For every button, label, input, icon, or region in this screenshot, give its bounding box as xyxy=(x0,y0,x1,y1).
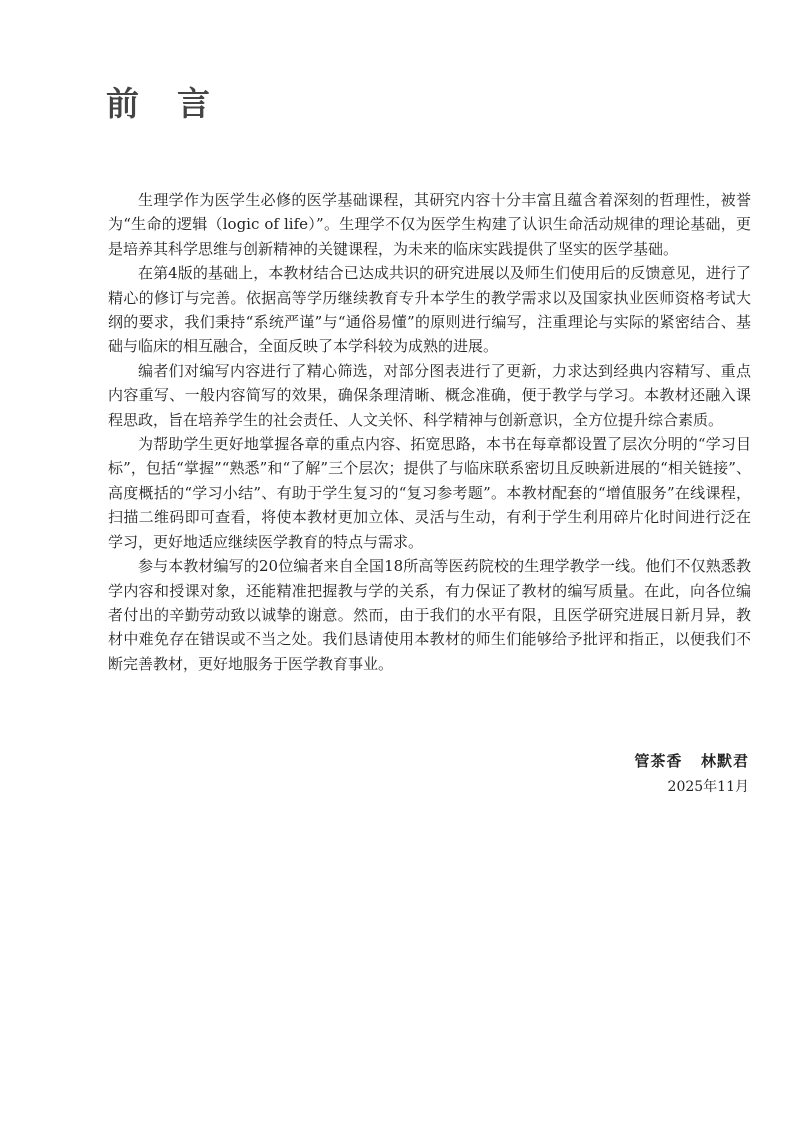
paragraph-1: 生理学作为医学生必修的医学基础课程，其研究内容十分丰富且蕴含着深刻的哲理性，被誉为“生命的逻辑（logic of life）”。生理学不仅为医学生构建了认识生命活动规律的理论基础，更是培养其科学思维与创新精神的关键课程，为未来的临床实践提供了坚实的医学基础。 xyxy=(108,191,751,258)
paragraph-4: 为帮助学生更好地掌握各章的重点内容、拓宽思路，本书在每章都设置了层次分明的“学习目标”，包括“掌握”“熟悉”和“了解”三个层次；提供了与临床联系密切且反映新进展的“相关链接”、高度概括的“学习小结”、有助于学生复习的“复习参考题”。本教材配套的“增值服务”在线课程，扫描二维码即可查看，将使本教材更加立体、灵活与生动，有利于学生利用碎片化时间进行泛在学习，更好地适应继续医学教育的特点与需求。 xyxy=(108,435,751,551)
paragraph-3: 编者们对编写内容进行了精心筛选，对部分图表进行了更新，力求达到经典内容精写、重点内容重写、一般内容简写的效果，确保条理清晰、概念准确，便于教学与学习。本教材还融入课程思政，旨在培养学生的社会责任、人文关怀、科学精神与创新意识，全方位提升综合素质。 xyxy=(108,361,751,429)
paragraph-5: 参与本教材编写的20位编者来自全国18所高等医药院校的生理学教学一线。他们不仅熟悉教学内容和授课对象，还能精准把握教与学的关系，有力保证了教材的编写质量。在此，向各位编者付出的辛勤劳动致以诚挚的谢意。然而，由于我们的水平有限，且医学研究进展日新月异，教材中难免存在错误或不当之处。我们恳请使用本教材的师生们能够给予批评和指正，以便我们不断完善教材，更好地服务于医学教育事业。 xyxy=(108,557,751,673)
author-names: 管茶香 林默君 xyxy=(634,752,749,770)
preface-body xyxy=(108,188,751,676)
paragraph-2: 在第4版的基础上，本教材结合已达成共识的研究进展以及师生们使用后的反馈意见，进行了精心的修订与完善。依据高等学历继续教育专升本学生的教学需求以及国家执业医师资格考试大纲的要求，我们秉持“系统严谨”与“通俗易懂”的原则进行编写，注重理论与实际的紧密结合、基础与临床的相互融合，全面反映了本学科较为成熟的进展。 xyxy=(108,264,751,356)
signature-block xyxy=(634,748,749,800)
page-title: 前言 xyxy=(106,84,248,123)
signature-date: 2025年11月 xyxy=(667,779,749,795)
